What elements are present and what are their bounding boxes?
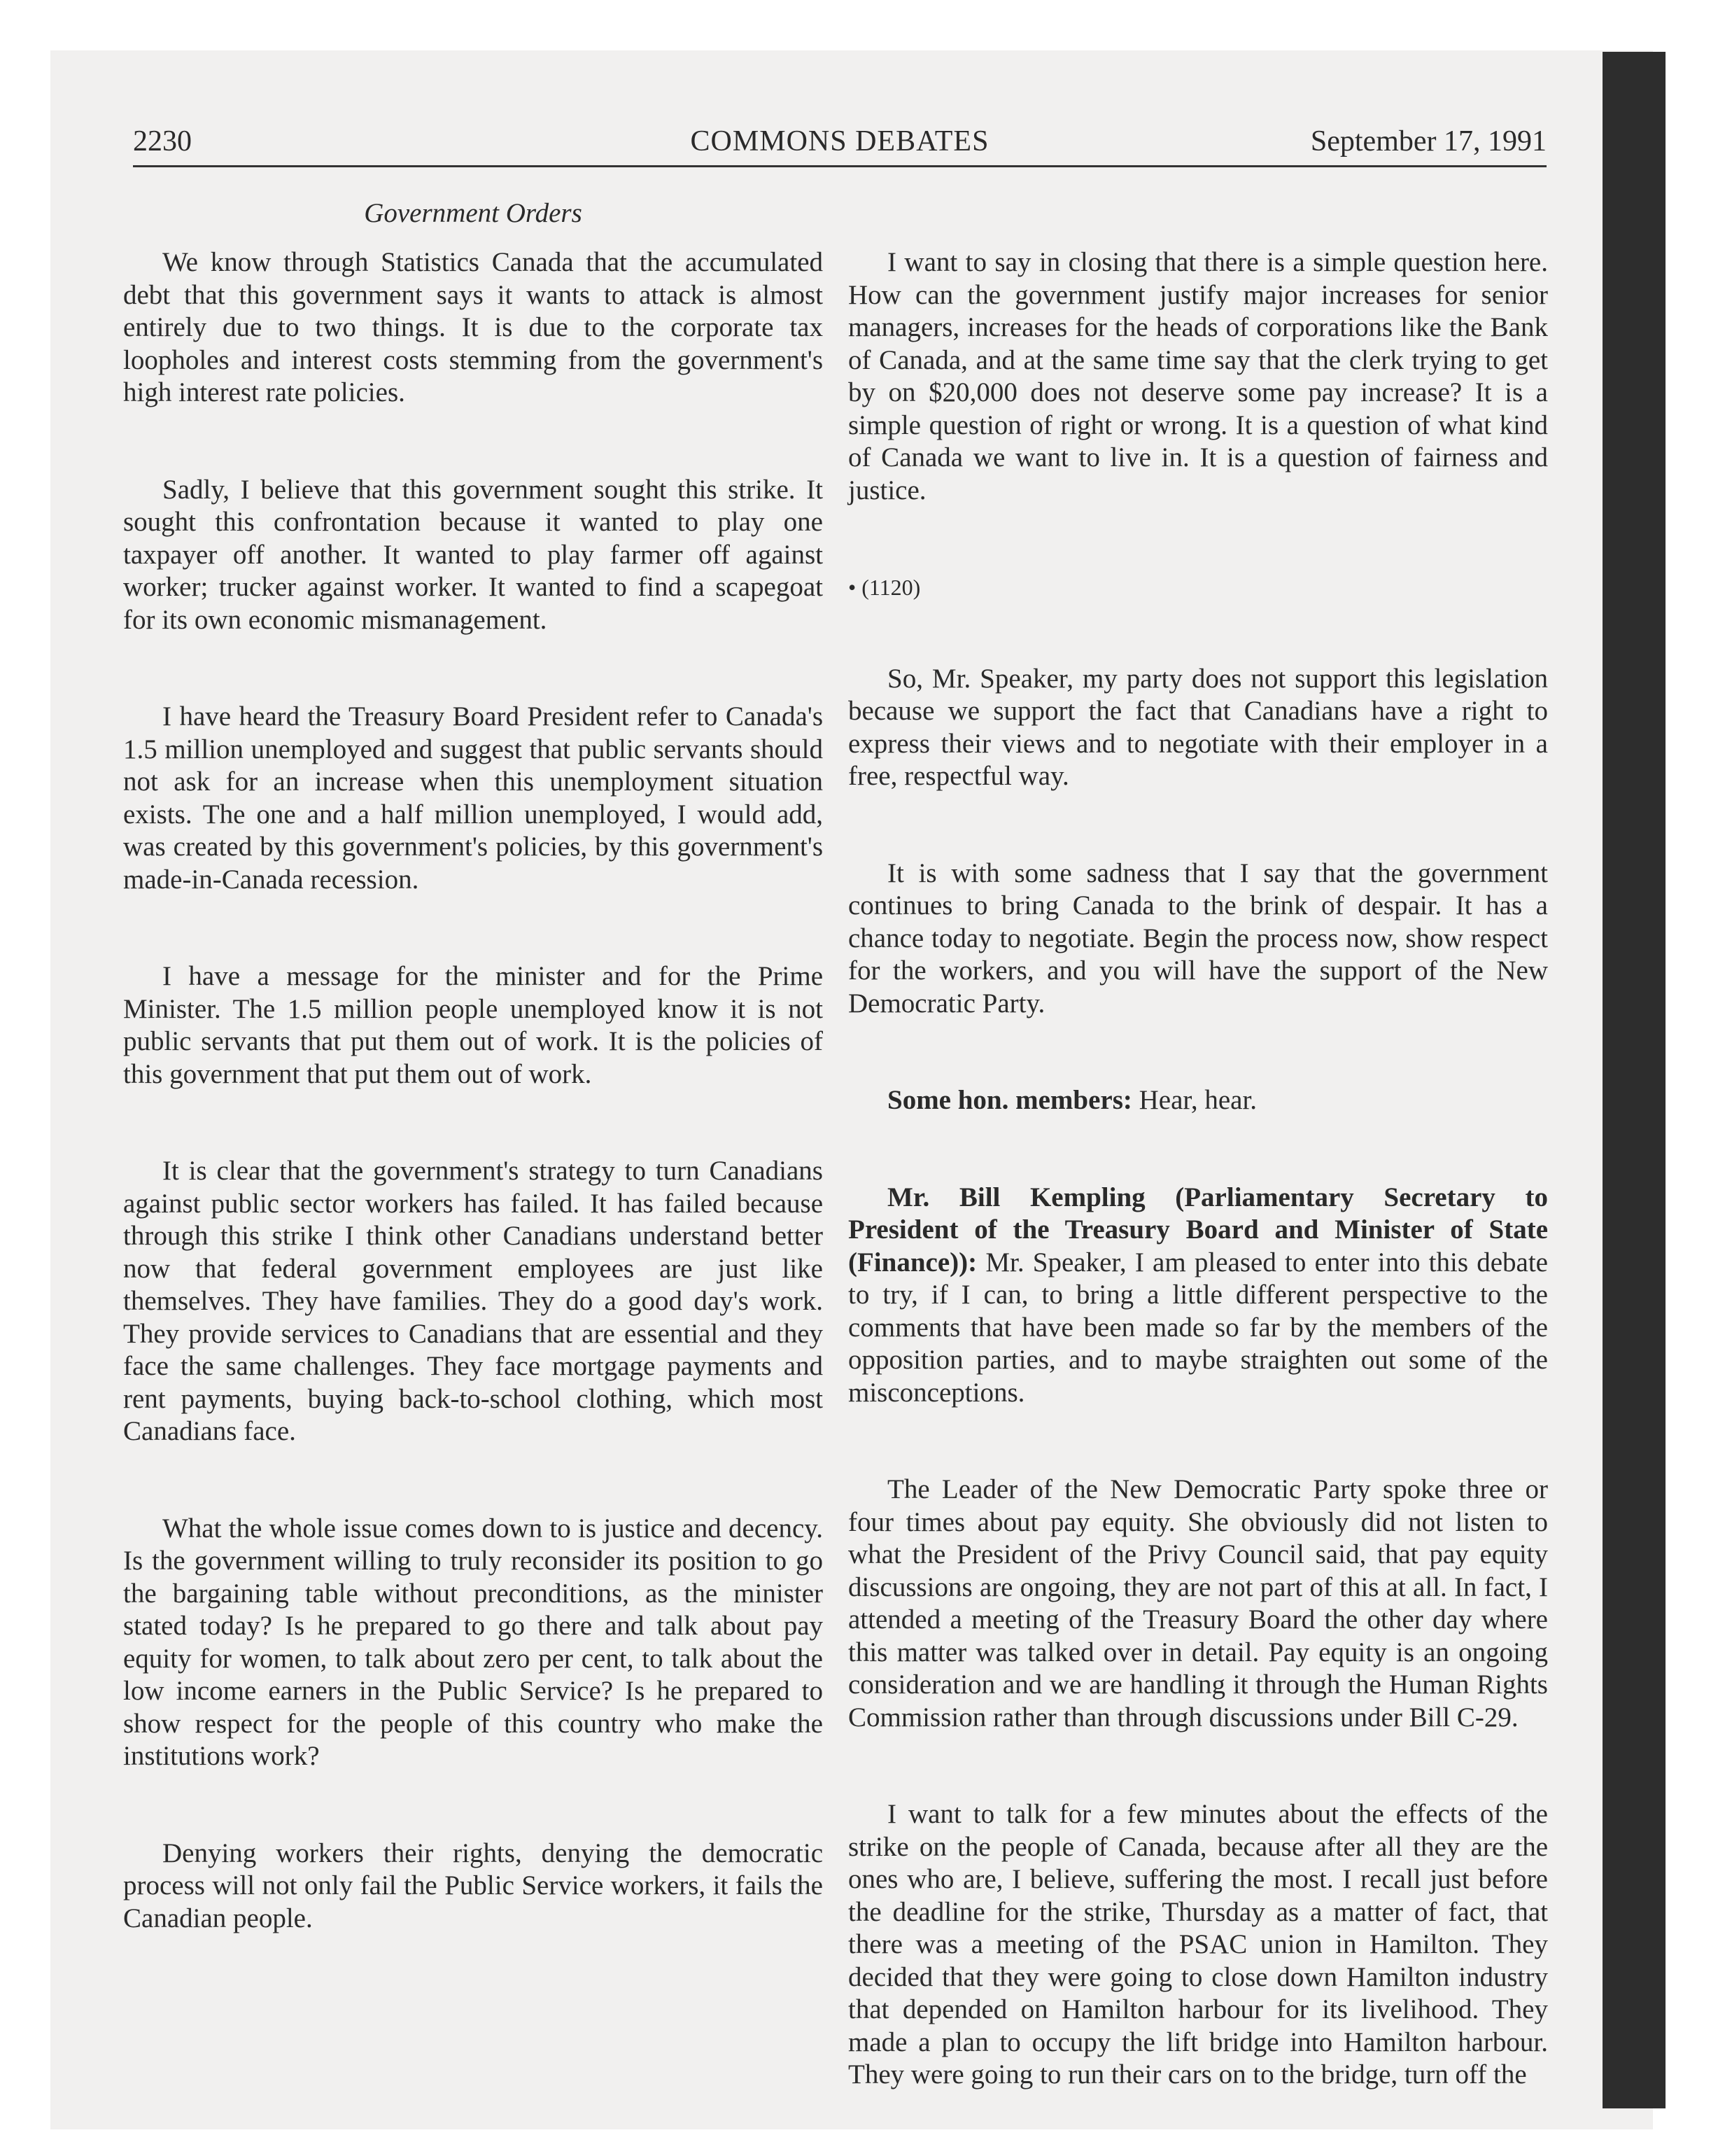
header-date: September 17, 1991 <box>1310 125 1547 158</box>
paragraph: I want to say in closing that there is a simple question here. How can the government justify major increases for senior managers, increases for the heads of corporations like the Bank of Canada, and at the same time say that the clerk trying to get by on $20,000 does not deserve some pay increase? It is a simple question of right or wrong. It is a question of what kind of Canada we want to live in. It is a question of fairness and justice. <box>848 247 1548 505</box>
speech-text: Hear, hear. <box>1139 1085 1258 1115</box>
speech-text: Mr. Speaker, I am pleased to enter into this debate to try, if I can, to bring a little different perspective to the comments that have been made so far by the members of the opposition parties, and to maybe straighten out some of the misconceptions. <box>848 1247 1548 1408</box>
speaker-name: Some hon. members: <box>887 1085 1132 1115</box>
paragraph: We know through Statistics Canada that the accumulated debt that this government says it wants to attack is almost entirely due to two things. It is due to the corporate tax loopholes and interest costs stemming from the government's high interest rate policies. <box>123 247 823 407</box>
page-header <box>133 125 1547 167</box>
paragraph: Denying workers their rights, denying the democratic process will not only fail the Public Service workers, it fails the Canadian people. <box>123 1837 823 1933</box>
paragraph: I want to talk for a few minutes about the effects of the strike on the people of Canada, because after all they are the ones who are, I believe, suffering the most. I recall just before the deadline for the strike, Thursday as a matter of fact, that there was a meeting of the PSAC union in Hamilton. They decided that they were going to close down Hamilton industry that depended on Hamilton harbour for its livelihood. They made a plan to occupy the lift bridge into Hamilton harbour. They were going to run their cars on to the bridge, turn off the <box>848 1799 1548 2090</box>
section-heading: Government Orders <box>364 198 582 228</box>
speaker-paragraph <box>848 1182 1548 1410</box>
time-marker: • (1120) <box>848 575 921 600</box>
paragraph: The Leader of the New Democratic Party spoke three or four times about pay equity. She obviously did not listen to what the President of the Privy Council said, that pay equity discussions are ongoing, they are not part of this at all. In fact, I attended a meeting of the Treasury Board the other day where this matter was talked over in detail. Pay equity is an ongoing consideration and we are handling it through the Human Rights Commission rather than through discussions under Bill C-29. <box>848 1474 1548 1732</box>
journal-title: COMMONS DEBATES <box>690 125 990 158</box>
speaker-name: Mr. Bill Kempling (Parliamentary Secretary to President of the Treasury Board and Minister of State (Finance)): <box>848 1182 1548 1278</box>
paragraph: Sadly, I believe that this government sought this strike. It sought this confrontation because it wanted to play one taxpayer off another. It wanted to play farmer off against worker; trucker against worker. It wanted to find a scapegoat for its own economic mismanagement. <box>123 474 823 635</box>
speaker-paragraph <box>848 1084 1548 1117</box>
right-column <box>848 246 1548 2156</box>
paragraph: It is clear that the government's strategy to turn Canadians against public sector workers has failed. It has failed because through this strike I think other Canadians understand better now that federal government employees are just like themselves. They have families. They do a good day's work. They provide services to Canadians that are essential and they face the same challenges. They face mortgage payments and rent payments, buying back-to-school clothing, which most Canadians face. <box>123 1156 823 1446</box>
paragraph: It is with some sadness that I say that the government continues to bring Canada to the brink of despair. It has a chance today to negotiate. Begin the process now, show respect for the workers, and you will have the support of the New Democratic Party. <box>848 858 1548 1018</box>
header-rule <box>133 165 1547 167</box>
left-column <box>123 246 823 1999</box>
paragraph: What the whole issue comes down to is justice and decency. Is the government willing to truly reconsider its position to go the bargaining table without preconditions, as the minister stated today? Is he prepared to go there and talk about pay equity for women, to talk about zero per cent, to talk about the low income earners in the Public Service? Is he prepared to show respect for the people of this country who make the institutions work? <box>123 1513 823 1771</box>
scan-edge-bar <box>1603 52 1666 2108</box>
page-number: 2230 <box>133 125 192 158</box>
paragraph: I have a message for the minister and for the Prime Minister. The 1.5 million people unemployed know it is not public servants that put them out of work. It is the policies of this government that put them out of work. <box>123 961 823 1089</box>
paragraph: I have heard the Treasury Board President refer to Canada's 1.5 million unemployed and suggest that public servants should not ask for an increase when this unemployment situation exists. The one and a half million unemployed, I would add, was created by this government's policies, by this government's made-in-Canada recession. <box>123 701 823 895</box>
paragraph: So, Mr. Speaker, my party does not support this legislation because we support the fact that Canadians have a right to express their views and to negotiate with their employer in a free, respectful way. <box>848 663 1548 791</box>
